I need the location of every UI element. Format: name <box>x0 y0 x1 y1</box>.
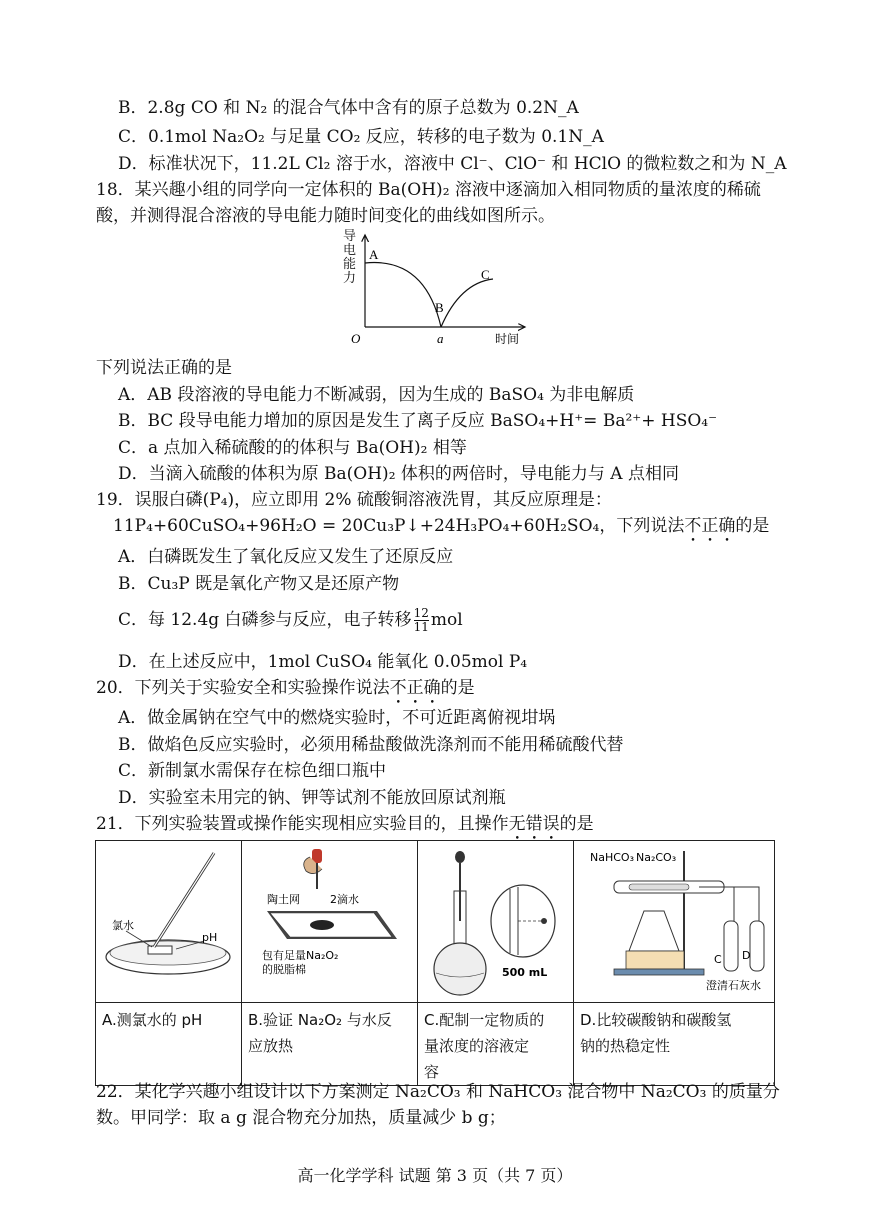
q19-option-c-unit: mol <box>430 610 463 630</box>
na2o2-figure <box>242 841 417 998</box>
q21-stem-text: 21．下列实验装置或操作能实现相应实验目的，且操作 <box>96 814 509 834</box>
q20-stem-text: 20．下列关于实验安全和实验操作说法 <box>96 678 390 698</box>
q20-stem <box>96 676 475 708</box>
q20-tail: 的是 <box>440 678 475 698</box>
caption-b-line2: 应放热 <box>248 1037 294 1055</box>
label-cotton-1: 包有足量Na₂O₂ <box>262 949 339 962</box>
q20-option-b: B．做焰色反应实验时，必须用稀盐酸做洗涤剂而不能用稀硫酸代替 <box>118 735 624 755</box>
q18-option-d: D．当滴入硫酸的体积为原 Ba(OH)₂ 体积的两倍时，导电能力与 A 点相同 <box>118 464 679 484</box>
page-footer: 高一化学学科 试题 第 3 页（共 7 页） <box>297 1166 573 1185</box>
label-chlorine-water: 氯水 <box>112 919 134 932</box>
x-axis-label: 时间 <box>495 332 520 346</box>
q19-option-b: B．Cu₃P 既是氧化产物又是还原产物 <box>118 574 400 594</box>
q19-equation-line <box>113 514 769 546</box>
q22-line-1: 22．某化学兴趣小组设计以下方案测定 Na₂CO₃ 和 NaHCO₃ 混合物中 Na₂CO₃ 的质量分 <box>96 1082 780 1102</box>
q17-option-c: C．0.1mol Na₂O₂ 与足量 CO₂ 反应，转移的电子数为 0.1N_A <box>118 127 604 147</box>
volumetric-flask-figure <box>418 841 573 998</box>
q21-emphasis: 无错误 <box>508 814 560 834</box>
caption-a-text: A.测氯水的 pH <box>102 1011 203 1029</box>
caption-c-line1: C.配制一定物质的 <box>424 1011 545 1029</box>
label-limewater: 澄清石灰水 <box>706 979 761 992</box>
q20-option-c: C．新制氯水需保存在棕色细口瓶中 <box>118 761 387 781</box>
figure-c <box>418 841 574 1003</box>
tick-a-label: a <box>437 331 444 346</box>
q18-stem-2: 酸，并测得混合溶液的导电能力随时间变化的曲线如图所示。 <box>96 206 555 226</box>
point-a-label: A <box>369 247 379 262</box>
q19-option-c-text: C．每 12.4g 白磷参与反应，电子转移 <box>118 610 412 630</box>
q21-tail: 的是 <box>559 814 594 834</box>
q19-tail: 的是 <box>735 516 770 536</box>
q18-stem-1: 18．某兴趣小组的同学向一定体积的 Ba(OH)₂ 溶液中逐滴加入相同物质的量浓度的稀硫 <box>96 180 761 200</box>
caption-c <box>418 1003 574 1086</box>
curve-bc <box>441 279 493 327</box>
caption-b <box>242 1003 418 1086</box>
q18-option-a: A．AB 段溶液的导电能力不断减弱，因为生成的 BaSO₄ 为非电解质 <box>118 385 635 405</box>
thermal-stability-figure <box>574 841 774 998</box>
q19-option-c <box>118 604 463 636</box>
label-ph: pH <box>202 931 218 944</box>
caption-c-line2: 量浓度的溶液定 <box>424 1037 530 1055</box>
q19-fraction-numerator: 12 <box>413 606 429 620</box>
caption-a <box>96 1003 242 1086</box>
q18-prompt: 下列说法正确的是 <box>96 358 232 378</box>
y-axis-label: 导电能力 <box>343 229 357 286</box>
q20-option-d: D．实验室未用完的钠、钾等试剂不能放回原试剂瓶 <box>118 788 506 808</box>
point-c-label: C <box>481 267 490 282</box>
q19-option-a: A．白磷既发生了氧化反应又发生了还原反应 <box>118 547 454 567</box>
q18-conductivity-graph <box>335 225 535 350</box>
caption-d-line1: D.比较碳酸钠和碳酸氢 <box>580 1011 732 1029</box>
label-cotton-2: 的脱脂棉 <box>262 963 306 976</box>
caption-c-line3: 容 <box>424 1063 440 1081</box>
q19-fraction-denominator: 11 <box>413 620 429 634</box>
label-tube-d: D <box>742 949 751 962</box>
label-two-drops: 2滴水 <box>330 893 359 906</box>
ph-test-figure <box>96 841 241 998</box>
q20-emphasis: 不正确 <box>389 678 441 698</box>
label-500ml: 500 mL <box>502 966 548 979</box>
caption-d-line2: 钠的热稳定性 <box>580 1037 671 1055</box>
q17-option-d: D．标准状况下，11.2L Cl₂ 溶于水，溶液中 Cl⁻、ClO⁻ 和 HClO 的微粒数之和为 N_A <box>118 154 787 174</box>
q19-equation: 11P₄+60CuSO₄+96H₂O = 20Cu₃P↓+24H₃PO₄+60H₂SO₄，下列说法 <box>113 516 685 536</box>
q22-line-2: 数。甲同学：取 a g 混合物充分加热，质量减少 b g； <box>96 1108 506 1128</box>
q18-option-b: B．BC 段导电能力增加的原因是发生了离子反应 BaSO₄+H⁺= Ba²⁺+ HSO₄⁻ <box>118 411 718 431</box>
label-clay-mesh: 陶土网 <box>267 893 300 906</box>
origin-label: O <box>351 331 361 346</box>
q19-option-d: D．在上述反应中，1mol CuSO₄ 能氧化 0.05mol P₄ <box>118 652 528 672</box>
q19-stem: 19．误服白磷(P₄)，应立即用 2% 硫酸铜溶液洗胃，其反应原理是： <box>96 490 612 510</box>
label-na2co3: Na₂CO₃ <box>636 851 677 864</box>
label-nahco3: NaHCO₃ <box>590 851 634 864</box>
caption-d <box>574 1003 775 1086</box>
point-b-label: B <box>435 300 444 315</box>
q20-option-a: A．做金属钠在空气中的燃烧实验时，不可近距离俯视坩埚 <box>118 708 556 728</box>
q21-experiment-table <box>95 840 775 1086</box>
figure-d <box>574 841 775 1003</box>
caption-b-line1: B.验证 Na₂O₂ 与水反 <box>248 1011 392 1029</box>
figure-b <box>242 841 418 1003</box>
q18-option-c: C．a 点加入稀硫酸的的体积与 Ba(OH)₂ 相等 <box>118 438 467 458</box>
q19-emphasis: 不正确 <box>684 516 736 536</box>
q17-option-b: B．2.8g CO 和 N₂ 的混合气体中含有的原子总数为 0.2N_A <box>118 98 579 118</box>
label-tube-c: C <box>714 953 722 966</box>
q19-fraction <box>414 607 429 634</box>
curve-ab <box>365 263 441 327</box>
figure-a <box>96 841 242 1003</box>
